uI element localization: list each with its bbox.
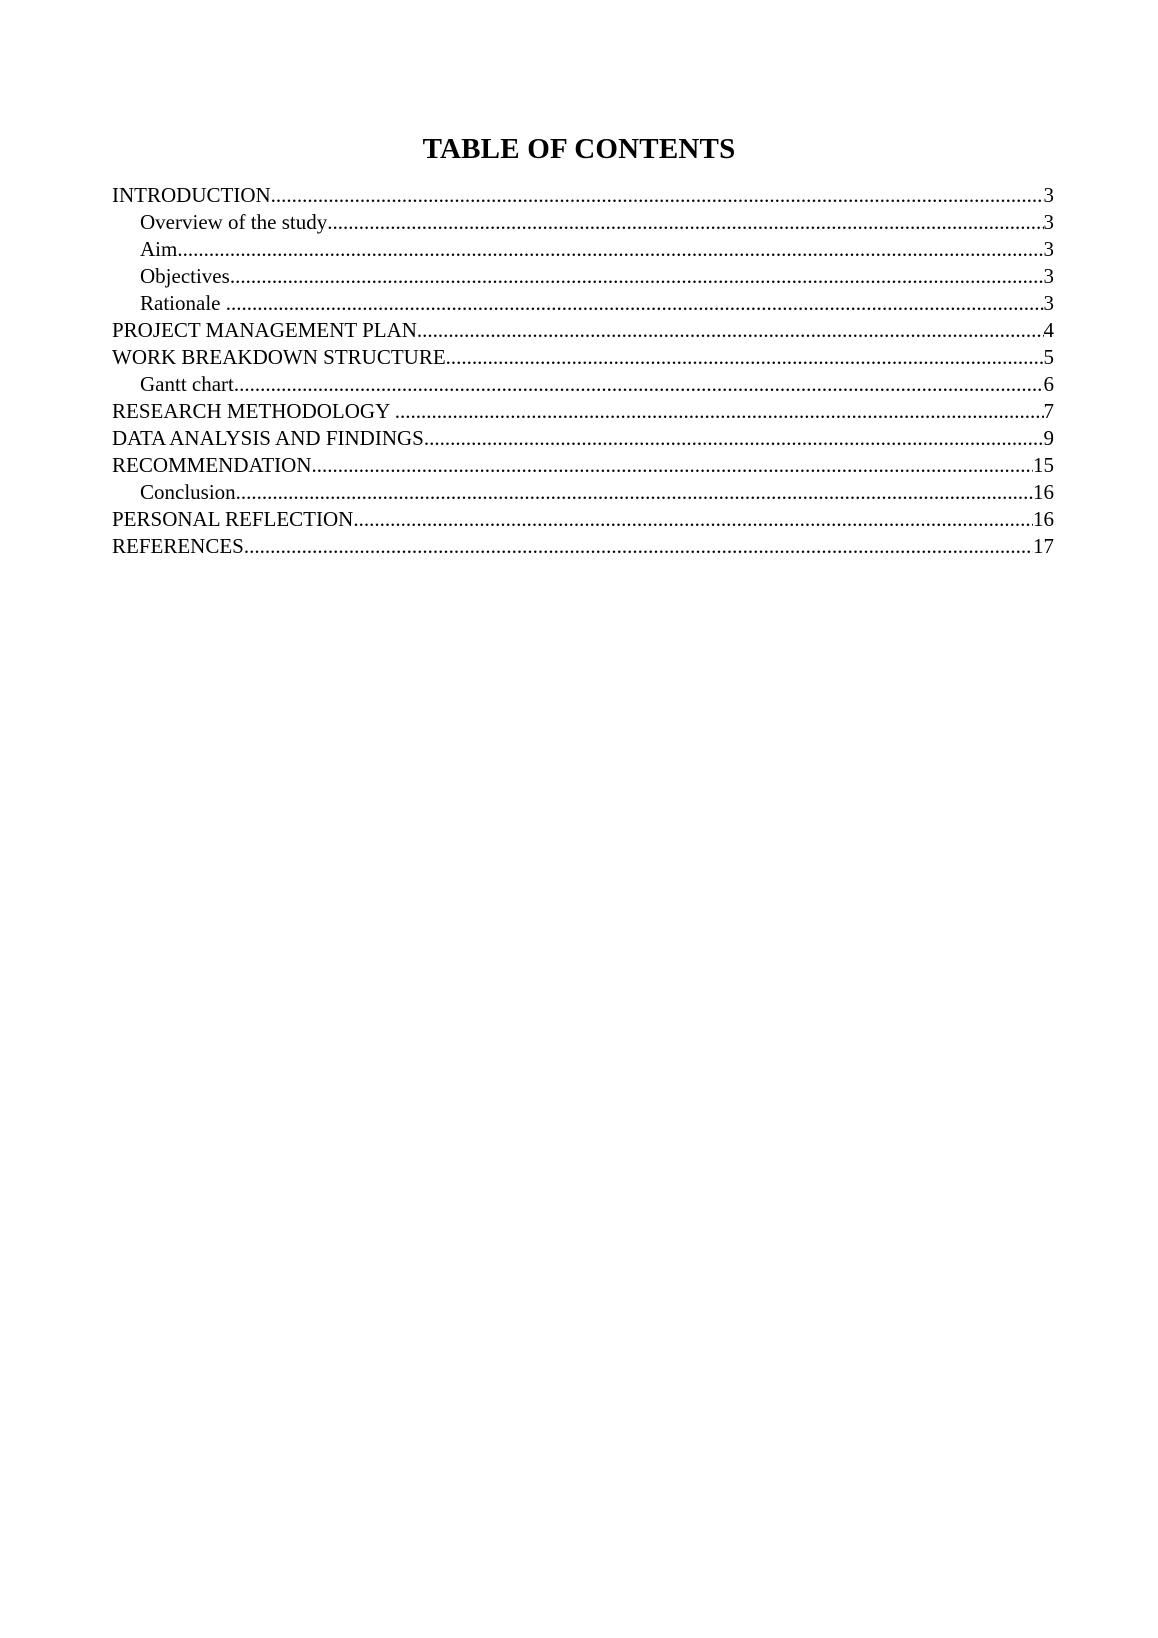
toc-page-number: 17 xyxy=(1033,534,1054,558)
toc-page-number: 16 xyxy=(1033,480,1054,504)
toc-entry-label: Aim xyxy=(140,237,178,261)
toc-entry-recommendation[interactable] xyxy=(112,452,1054,479)
toc-dot-leader xyxy=(230,263,1044,290)
toc-page-number: 3 xyxy=(1043,291,1054,315)
toc-dot-leader xyxy=(234,371,1044,398)
toc-list xyxy=(112,182,1054,560)
toc-dot-leader xyxy=(177,236,1043,263)
toc-entry-label: Objectives xyxy=(140,264,230,288)
toc-entry-label: INTRODUCTION xyxy=(112,183,271,207)
toc-entry-label: RESEARCH METHODOLOGY xyxy=(112,399,395,423)
toc-page-number: 7 xyxy=(1043,399,1054,423)
toc-entry-conclusion[interactable] xyxy=(112,479,1054,506)
toc-page-number: 3 xyxy=(1043,264,1054,288)
toc-page-number: 5 xyxy=(1043,345,1054,369)
toc-dot-leader xyxy=(395,398,1044,425)
toc-page-number: 16 xyxy=(1033,507,1054,531)
toc-entry-label: Conclusion xyxy=(140,480,236,504)
toc-entry-aim[interactable] xyxy=(112,236,1054,263)
toc-entry-label: RECOMMENDATION xyxy=(112,453,312,477)
toc-dot-leader xyxy=(327,209,1043,236)
toc-entry-label: REFERENCES xyxy=(112,534,244,558)
toc-dot-leader xyxy=(424,425,1044,452)
toc-dot-leader xyxy=(271,182,1044,209)
toc-entry-project-management-plan[interactable] xyxy=(112,317,1054,344)
toc-dot-leader xyxy=(446,344,1044,371)
toc-entry-rationale[interactable] xyxy=(112,290,1054,317)
toc-page-number: 4 xyxy=(1043,318,1054,342)
toc-entry-data-analysis-and-findings[interactable] xyxy=(112,425,1054,452)
toc-entry-objectives[interactable] xyxy=(112,263,1054,290)
toc-entry-label: WORK BREAKDOWN STRUCTURE xyxy=(112,345,446,369)
toc-dot-leader xyxy=(244,533,1033,560)
toc-entry-overview-of-the-study[interactable] xyxy=(112,209,1054,236)
toc-title: TABLE OF CONTENTS xyxy=(422,133,736,165)
toc-dot-leader xyxy=(226,290,1044,317)
toc-page-number: 6 xyxy=(1043,372,1054,396)
toc-entry-label: Gantt chart xyxy=(140,372,234,396)
toc-entry-label: PROJECT MANAGEMENT PLAN xyxy=(112,318,417,342)
toc-page-number: 3 xyxy=(1043,183,1054,207)
toc-entry-introduction[interactable] xyxy=(112,182,1054,209)
toc-page-number: 15 xyxy=(1033,453,1054,477)
toc-entry-research-methodology[interactable] xyxy=(112,398,1054,425)
toc-entry-label: Overview of the study xyxy=(140,210,328,234)
toc-entry-label: PERSONAL REFLECTION xyxy=(112,507,354,531)
toc-page-number: 3 xyxy=(1043,237,1054,261)
toc-page-number: 9 xyxy=(1043,426,1054,450)
toc-entry-label: DATA ANALYSIS AND FINDINGS xyxy=(112,426,424,450)
toc-entry-references[interactable] xyxy=(112,533,1054,560)
toc-dot-leader xyxy=(236,479,1033,506)
toc-page-number: 3 xyxy=(1043,210,1054,234)
toc-dot-leader xyxy=(353,506,1033,533)
toc-entry-gantt-chart[interactable] xyxy=(112,371,1054,398)
toc-entry-personal-reflection[interactable] xyxy=(112,506,1054,533)
toc-entry-label: Rationale xyxy=(140,291,226,315)
toc-dot-leader xyxy=(312,452,1034,479)
toc-entry-work-breakdown-structure[interactable] xyxy=(112,344,1054,371)
toc-dot-leader xyxy=(417,317,1044,344)
